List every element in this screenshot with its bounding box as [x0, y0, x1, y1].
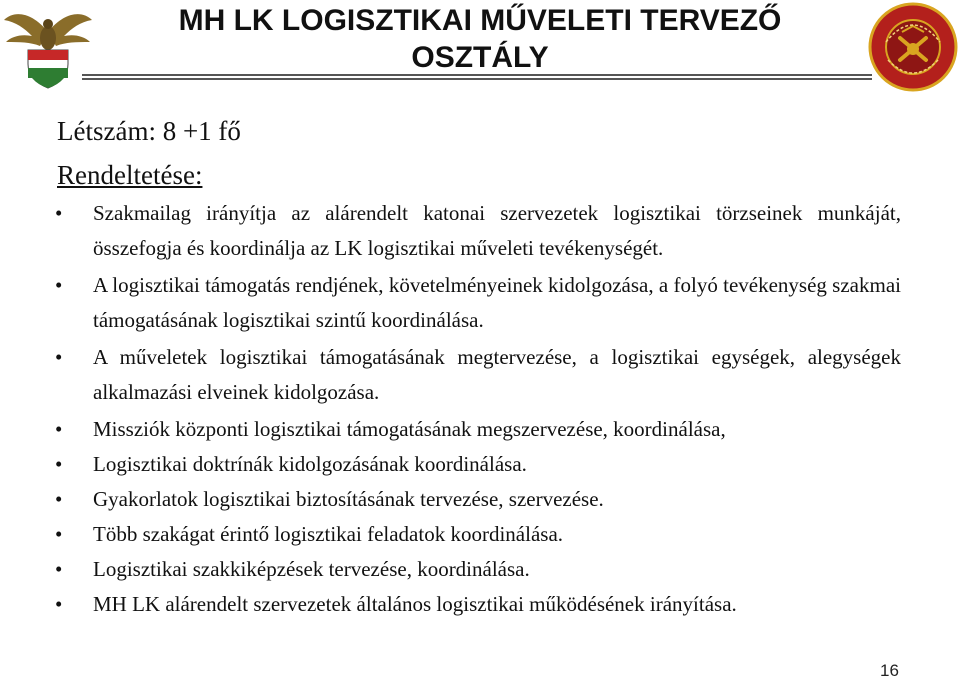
headcount: Létszám: 8 +1 fő	[57, 116, 241, 146]
header-rule-top	[82, 74, 872, 76]
list-item: • Szakmailag irányítja az alárendelt katonai szervezetek logisztikai törzseinek munkáját, összefogja és koordinálja az LK logisztikai műveleti tevékenységét.	[55, 196, 901, 266]
purpose-heading: Rendeltetése:	[57, 160, 203, 190]
list-item: • Missziók központi logisztikai támogatásának megszervezése, koordinálása,	[55, 412, 901, 447]
list-item: • A logisztikai támogatás rendjének, követelményeinek kidolgozása, a folyó tevékenység szakmai támogatásának logisztikai szintű koordinálása.	[55, 268, 901, 338]
list-item: • Logisztikai szakkiképzések tervezése, koordinálása.	[55, 552, 901, 587]
list-item: • MH LK alárendelt szervezetek általános logisztikai működésének irányítása.	[55, 587, 901, 622]
responsibility-list	[55, 196, 901, 622]
page-number: 16	[880, 661, 899, 680]
page-title: MH LK LOGISZTIKAI MŰVELETI TERVEZŐ OSZTÁLY	[178, 4, 782, 74]
list-item: • Gyakorlatok logisztikai biztosításának tervezése, szervezése.	[55, 482, 901, 517]
list-item: • A műveletek logisztikai támogatásának megtervezése, a logisztikai egységek, alegységek alkalmazási elveinek kidolgozása.	[55, 340, 901, 410]
logistics-center-seal	[868, 2, 958, 92]
header-rule-bottom	[82, 78, 872, 80]
list-item: • Több szakágat érintő logisztikai feladatok koordinálása.	[55, 517, 901, 552]
army-eagle-emblem	[2, 2, 94, 90]
list-item: • Logisztikai doktrínák kidolgozásának koordinálása.	[55, 447, 901, 482]
